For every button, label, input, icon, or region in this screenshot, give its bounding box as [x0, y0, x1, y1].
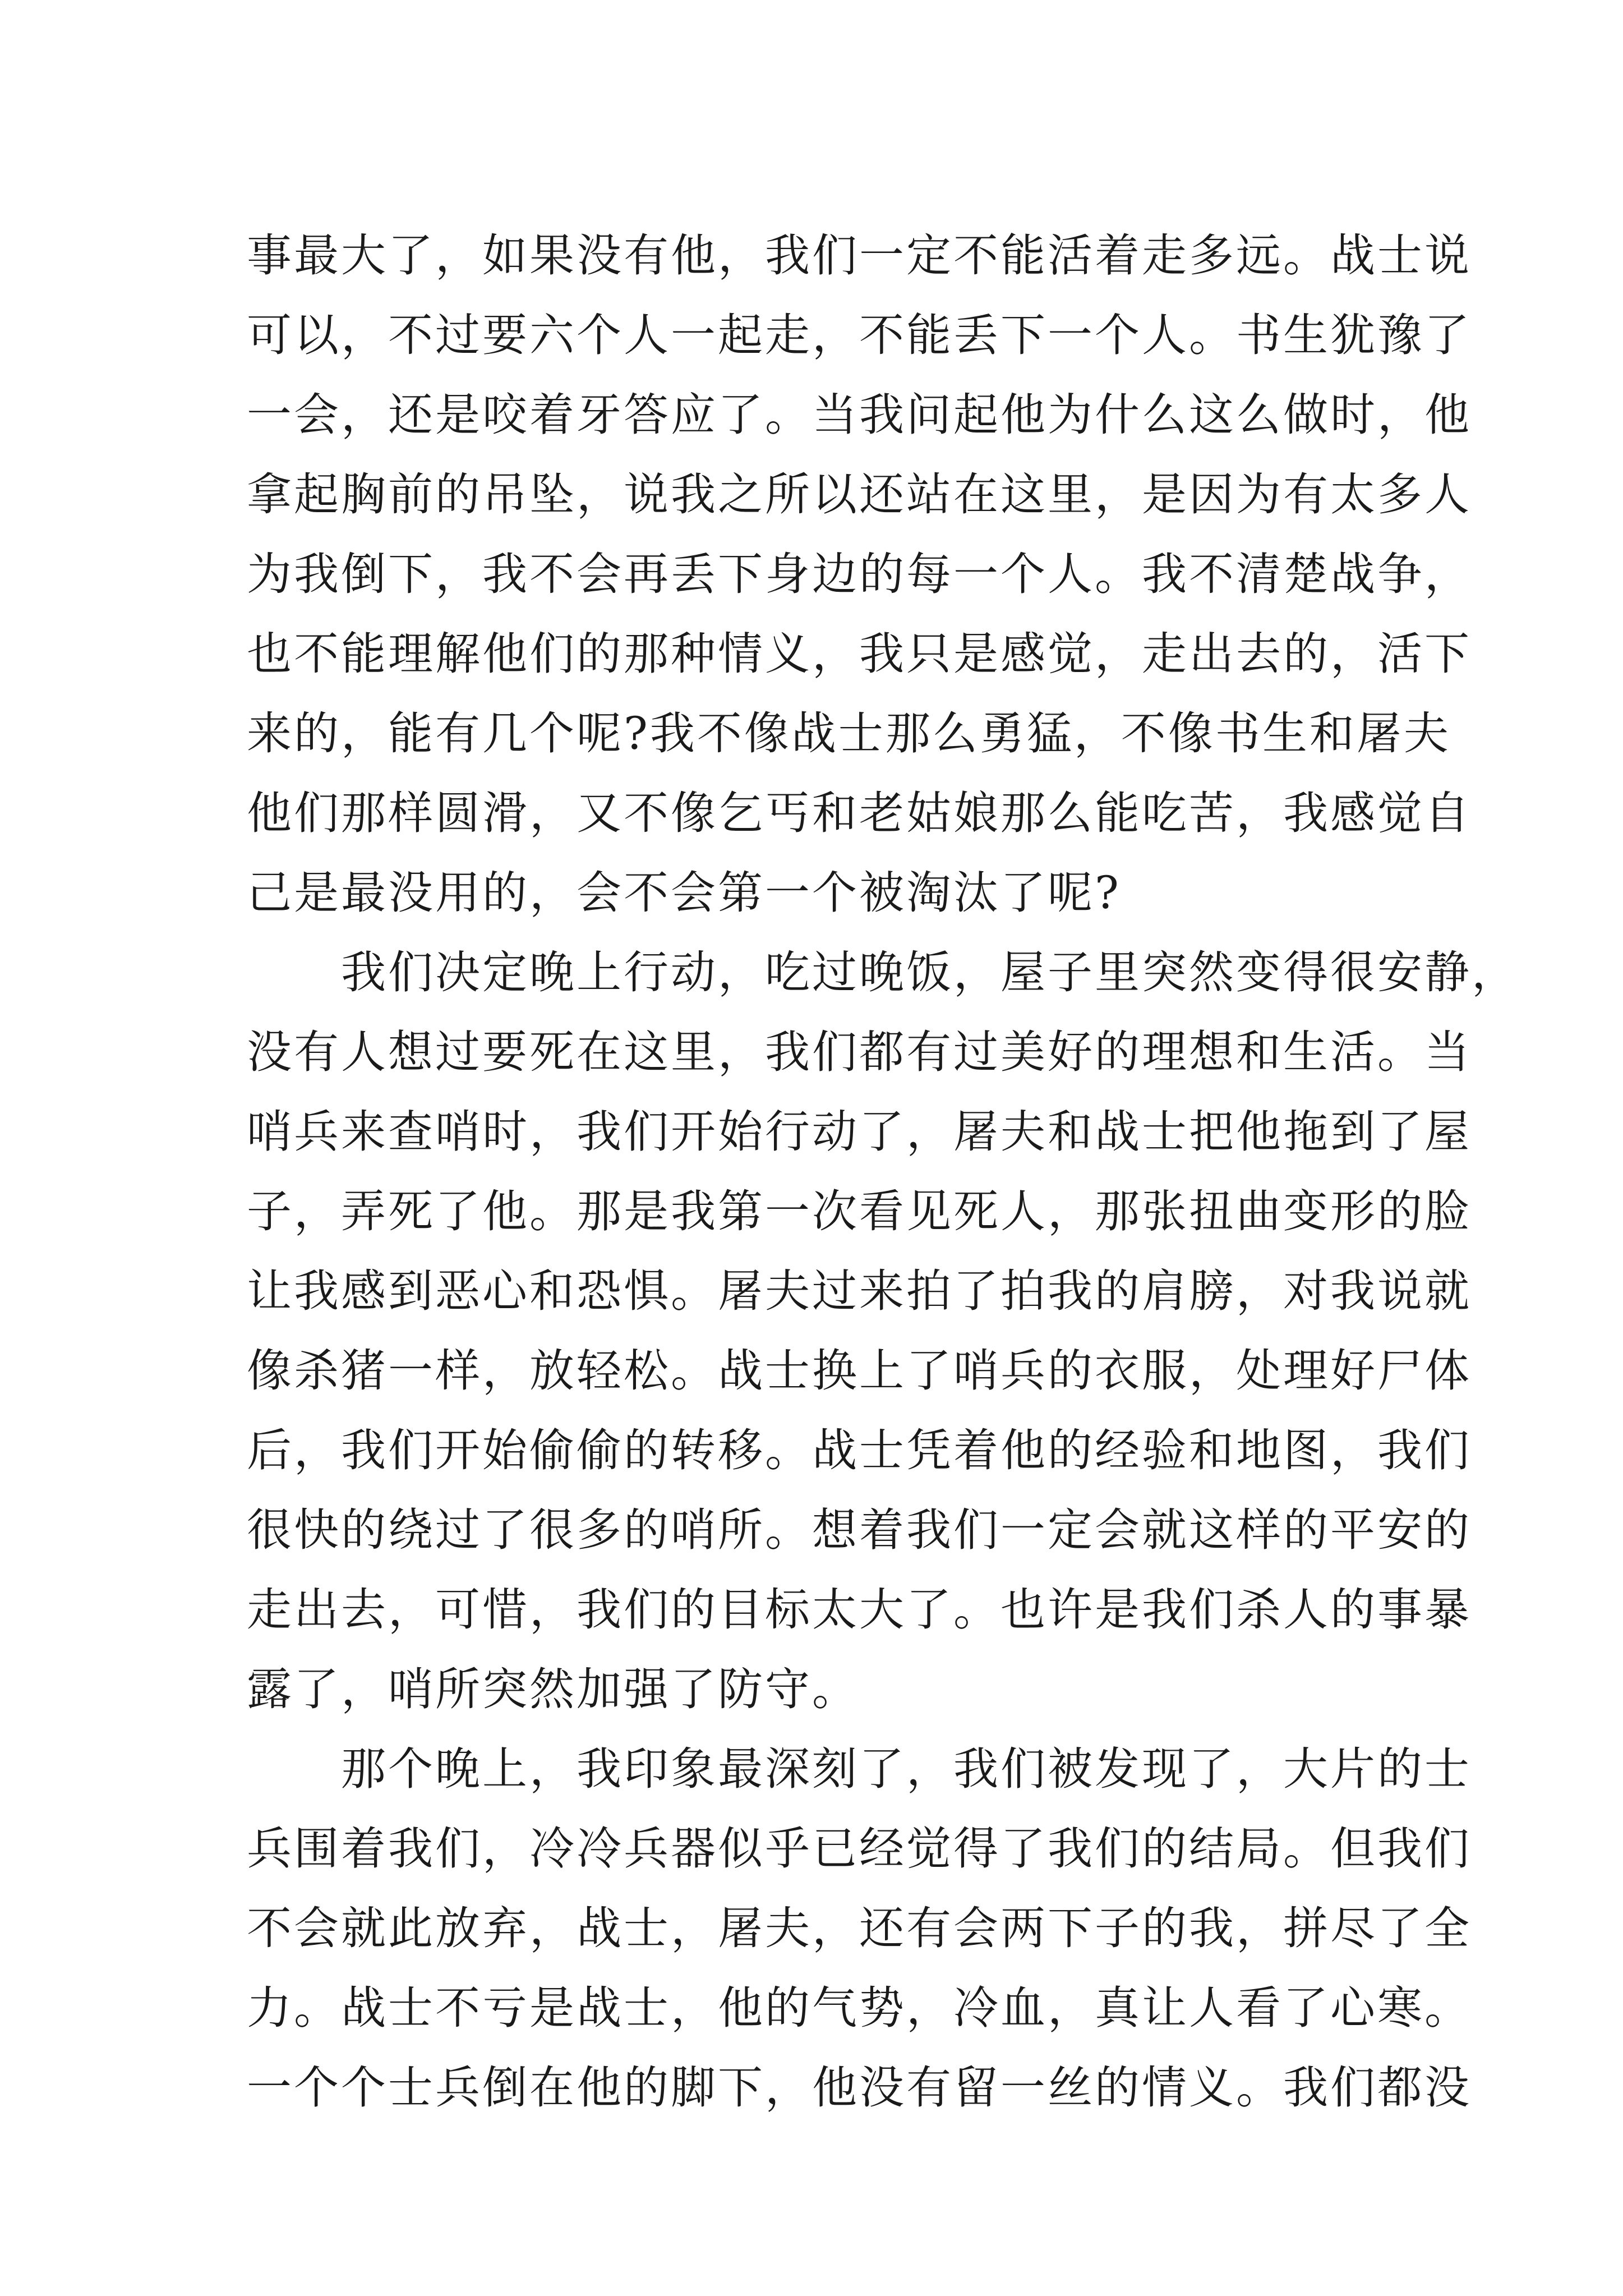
- text-line: 兵围着我们，冷冷兵器似乎已经觉得了我们的结局。但我们: [247, 1823, 1472, 1875]
- text-line: 一个个士兵倒在他的脚下，他没有留一丝的情义。我们都没: [247, 2062, 1472, 2114]
- text-line: 哨兵来查哨时，我们开始行动了，屠夫和战士把他拖到了屋: [247, 1106, 1472, 1158]
- text-line: 像杀猪一样，放轻松。战士换上了哨兵的衣服，处理好尸体: [247, 1345, 1472, 1397]
- text-line: 让我感到恶心和恐惧。屠夫过来拍了拍我的肩膀，对我说就: [247, 1265, 1472, 1317]
- text-line: 一会，还是咬着牙答应了。当我问起他为什么这么做时，他: [247, 389, 1472, 441]
- text-line: 那个晚上，我印象最深刻了，我们被发现了，大片的士: [247, 1743, 1472, 1795]
- text-line: 不会就此放弃，战士，屠夫，还有会两下子的我，拼尽了全: [247, 1902, 1472, 1954]
- text-line: 来的，能有几个呢?我不像战士那么勇猛，不像书生和屠夫: [247, 707, 1451, 760]
- text-line: 没有人想过要死在这里，我们都有过美好的理想和生活。当: [247, 1026, 1472, 1078]
- text-line: 后，我们开始偷偷的转移。战士凭着他的经验和地图，我们: [247, 1424, 1472, 1476]
- text-line: 露了，哨所突然加强了防守。: [247, 1663, 859, 1715]
- text-line: 可以，不过要六个人一起走，不能丢下一个人。书生犹豫了: [247, 309, 1472, 361]
- text-line: 事最大了，如果没有他，我们一定不能活着走多远。战士说: [247, 229, 1472, 282]
- text-line: 走出去，可惜，我们的目标太大了。也许是我们杀人的事暴: [247, 1584, 1472, 1636]
- text-line: 很快的绕过了很多的哨所。想着我们一定会就这样的平安的: [247, 1504, 1472, 1556]
- text-line: 也不能理解他们的那种情义，我只是感觉，走出去的，活下: [247, 628, 1472, 680]
- text-line: 他们那样圆滑，又不像乞丐和老姑娘那么能吃苦，我感觉自: [247, 787, 1472, 839]
- text-line: 力。战士不亏是战士，他的气势，冷血，真让人看了心寒。: [247, 1982, 1472, 2034]
- text-line: 为我倒下，我不会再丢下身边的每一个人。我不清楚战争，: [247, 548, 1472, 600]
- text-line: 子，弄死了他。那是我第一次看见死人，那张扭曲变形的脸: [247, 1185, 1472, 1237]
- text-line: 己是最没用的，会不会第一个被淘汰了呢?: [247, 867, 1121, 919]
- body-text: [247, 216, 1519, 2128]
- text-line: 拿起胸前的吊坠，说我之所以还站在这里，是因为有太多人: [247, 468, 1472, 521]
- text-line: 我们决定晚上行动，吃过晚饭，屋子里突然变得很安静，: [247, 946, 1519, 999]
